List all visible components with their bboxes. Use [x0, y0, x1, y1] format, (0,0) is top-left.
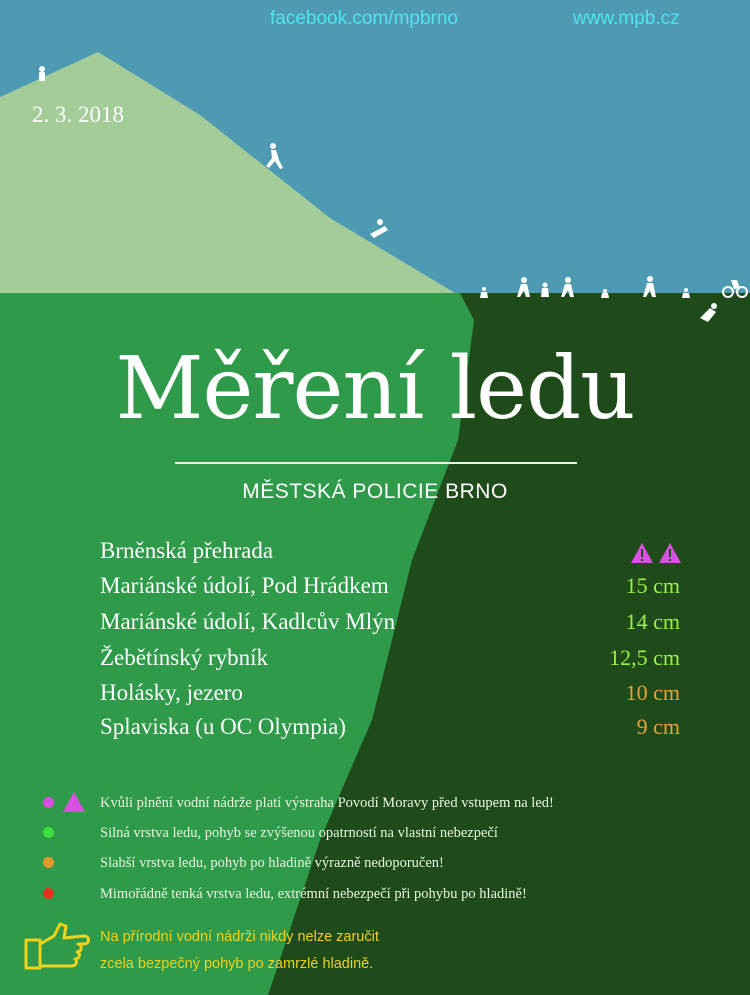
facebook-link[interactable]: facebook.com/mpbrno — [270, 8, 458, 29]
page-title: Měření ledu — [115, 339, 635, 439]
website-link[interactable]: www.mpb.cz — [573, 8, 680, 29]
location-name: Brněnská přehrada — [100, 538, 274, 563]
legend-text: Mimořádně tenká vrstva ledu, extrémní nebezpečí při pohybu po hladině! — [100, 886, 527, 902]
warning-indicator — [630, 542, 682, 564]
safety-note — [100, 924, 379, 978]
ice-thickness: 10 cm — [625, 680, 680, 705]
standing-person-icon — [39, 66, 45, 81]
ice-thickness: 9 cm — [636, 714, 680, 739]
warning-triangle-icon — [658, 542, 682, 564]
location-name: Holásky, jezero — [100, 680, 243, 705]
location-name: Mariánské údolí, Kadlcův Mlýn — [100, 609, 396, 634]
legend-dot-purple — [43, 797, 54, 808]
date: 2. 3. 2018 — [32, 102, 124, 127]
ice-thickness: 12,5 cm — [609, 645, 680, 670]
legend-text: Kvůli plnění vodní nádrže platí výstraha Povodí Moravy před vstupem na led! — [100, 795, 554, 811]
location-name: Žebětínský rybník — [100, 645, 268, 670]
safety-note-line: zcela bezpečný pohyb po zamrzlé hladině. — [100, 956, 374, 972]
legend-dot-red — [43, 888, 54, 899]
legend-dot-green — [43, 827, 54, 838]
warning-triangle-icon — [62, 791, 86, 813]
subtitle: MĚSTSKÁ POLICIE BRNO — [242, 480, 508, 503]
location-name: Mariánské údolí, Pod Hrádkem — [100, 573, 389, 598]
legend-text: Slabší vrstva ledu, pohyb po hladině výrazně nedoporučen! — [100, 855, 444, 871]
ice-thickness: 14 cm — [625, 609, 680, 634]
safety-note-line: Na přírodní vodní nádrži nikdy nelze zaručit — [100, 929, 379, 945]
warning-triangle-icon — [630, 542, 654, 564]
ice-thickness: 15 cm — [625, 573, 680, 598]
legend-text: Silná vrstva ledu, pohyb se zvýšenou opatrností na vlastní nebezpečí — [100, 825, 498, 841]
title-divider — [175, 462, 577, 464]
location-name: Splaviska (u OC Olympia) — [100, 714, 346, 739]
legend-dot-orange — [43, 857, 54, 868]
